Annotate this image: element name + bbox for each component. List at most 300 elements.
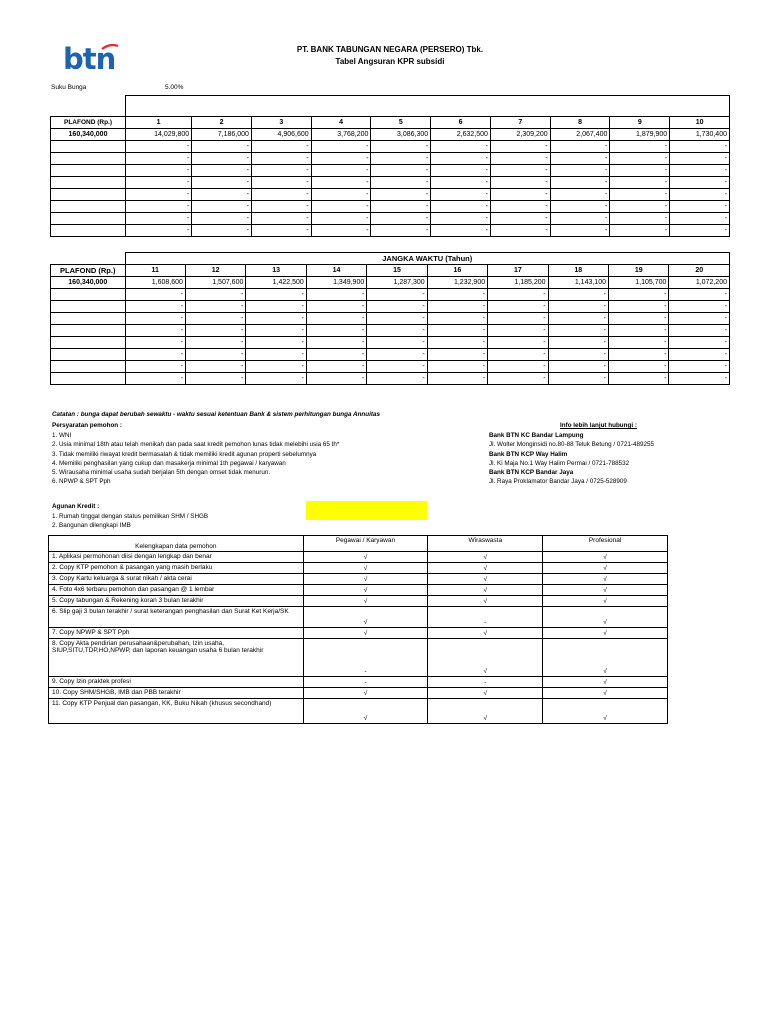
year-header: 6 <box>431 117 491 129</box>
year-header: 2 <box>192 117 252 129</box>
year-header: 14 <box>306 265 366 277</box>
empty-value: - <box>126 213 192 225</box>
empty-value: - <box>427 325 487 337</box>
empty-value: - <box>125 361 185 373</box>
empty-value: - <box>488 349 548 361</box>
installment-value: 1,422,500 <box>246 277 306 289</box>
year-header: 7 <box>490 117 550 129</box>
logo-text: btn <box>63 42 116 76</box>
empty-value: - <box>669 337 730 349</box>
installment-value: 7,186,000 <box>192 129 252 141</box>
table-row <box>51 201 730 213</box>
wiraswasta-check: √ <box>428 699 543 724</box>
empty-value: - <box>371 225 431 237</box>
info-title: Info lebih lanjut hubungi : <box>560 422 637 429</box>
year-header: 10 <box>670 117 730 129</box>
empty-value: - <box>246 373 306 385</box>
empty-value: - <box>669 349 730 361</box>
list-item: Bank BTN KCP Way Halim <box>489 450 568 458</box>
empty-value: - <box>311 201 371 213</box>
table-cell <box>126 96 730 117</box>
table-row <box>49 677 668 688</box>
empty-value: - <box>306 301 366 313</box>
empty-value: - <box>185 313 245 325</box>
empty-value: - <box>490 165 550 177</box>
empty-value: - <box>609 373 669 385</box>
empty-value: - <box>367 349 427 361</box>
pegawai-check: √ <box>303 607 428 628</box>
table-row <box>51 361 730 373</box>
table-row <box>49 607 668 628</box>
empty-value: - <box>670 189 730 201</box>
empty-value: - <box>488 373 548 385</box>
empty-value: - <box>548 313 608 325</box>
empty-value: - <box>251 213 311 225</box>
empty-value: - <box>488 313 548 325</box>
empty-value: - <box>548 361 608 373</box>
empty-value: - <box>550 165 610 177</box>
plafond-header: PLAFOND (Rp.) <box>51 265 126 277</box>
empty-value: - <box>548 349 608 361</box>
year-header: 15 <box>367 265 427 277</box>
profesional-check: √ <box>543 574 668 585</box>
wiraswasta-check: √ <box>428 585 543 596</box>
pegawai-header: Pegawai / Karyawan <box>303 536 428 552</box>
installment-value: 1,730,400 <box>670 129 730 141</box>
table-row <box>51 213 730 225</box>
installment-value: 1,608,600 <box>125 277 185 289</box>
empty-value: - <box>670 141 730 153</box>
table-cell <box>51 96 126 117</box>
highlight-box <box>306 501 427 520</box>
empty-value: - <box>371 177 431 189</box>
empty-value: - <box>125 349 185 361</box>
table-cell <box>51 213 126 225</box>
empty-value: - <box>192 201 252 213</box>
empty-value: - <box>192 213 252 225</box>
year-header: 17 <box>488 265 548 277</box>
wiraswasta-check: √ <box>428 552 543 563</box>
jangka-waktu-header: JANGKA WAKTU (Tahun) <box>125 253 730 265</box>
empty-value: - <box>251 165 311 177</box>
empty-value: - <box>548 325 608 337</box>
table-cell <box>51 177 126 189</box>
empty-value: - <box>427 337 487 349</box>
profesional-check: √ <box>543 628 668 639</box>
empty-value: - <box>367 361 427 373</box>
btn-logo <box>63 44 123 78</box>
table-row <box>51 129 730 141</box>
list-item: 1. WNI <box>52 432 72 439</box>
table-spacer-row <box>51 96 730 117</box>
empty-value: - <box>185 349 245 361</box>
table-row <box>51 165 730 177</box>
wiraswasta-check: √ <box>428 596 543 607</box>
empty-value: - <box>371 201 431 213</box>
empty-value: - <box>670 213 730 225</box>
year-header: 3 <box>251 117 311 129</box>
table-cell <box>51 153 126 165</box>
profesional-check: √ <box>543 596 668 607</box>
table-cell <box>51 141 126 153</box>
installment-value: 2,632,500 <box>431 129 491 141</box>
empty-value: - <box>311 177 371 189</box>
table-row <box>51 373 730 385</box>
empty-value: - <box>609 289 669 301</box>
empty-value: - <box>126 153 192 165</box>
plafond-header: PLAFOND (Rp.) <box>51 117 126 129</box>
year-header: 16 <box>427 265 487 277</box>
pegawai-check: √ <box>303 563 428 574</box>
empty-value: - <box>126 141 192 153</box>
profesional-check: √ <box>543 699 668 724</box>
installment-value: 1,105,700 <box>609 277 669 289</box>
requirement-label: 4. Foto 4x6 terbaru pemohon dan pasangan @ 1 lembar <box>49 585 304 596</box>
empty-value: - <box>185 337 245 349</box>
installment-value: 1,507,600 <box>185 277 245 289</box>
empty-value: - <box>548 373 608 385</box>
empty-value: - <box>548 289 608 301</box>
empty-value: - <box>246 289 306 301</box>
wiraswasta-check: - <box>428 607 543 628</box>
rate-label: Suku Bunga <box>51 84 87 91</box>
empty-value: - <box>670 165 730 177</box>
year-header: 11 <box>125 265 185 277</box>
table-cell <box>51 301 126 313</box>
empty-value: - <box>126 177 192 189</box>
empty-value: - <box>192 189 252 201</box>
empty-value: - <box>125 325 185 337</box>
installment-value: 1,349,900 <box>306 277 366 289</box>
empty-value: - <box>609 313 669 325</box>
table-header-row <box>49 536 668 552</box>
installment-value: 1,072,200 <box>669 277 730 289</box>
installment-value: 1,143,100 <box>548 277 608 289</box>
table-row <box>51 289 730 301</box>
empty-value: - <box>371 165 431 177</box>
wiraswasta-check: - <box>428 677 543 688</box>
profesional-header: Profesional <box>543 536 668 552</box>
empty-value: - <box>550 153 610 165</box>
requirement-label: 3. Copy Kartu keluarga & surat nikah / akta cerai <box>49 574 304 585</box>
year-header: 20 <box>669 265 730 277</box>
empty-value: - <box>669 373 730 385</box>
empty-value: - <box>610 225 670 237</box>
year-header: 4 <box>311 117 371 129</box>
table-row <box>51 141 730 153</box>
profesional-check: √ <box>543 607 668 628</box>
empty-value: - <box>610 201 670 213</box>
table-cell <box>51 253 126 265</box>
empty-value: - <box>306 337 366 349</box>
empty-value: - <box>306 313 366 325</box>
empty-value: - <box>431 165 491 177</box>
empty-value: - <box>431 201 491 213</box>
empty-value: - <box>311 213 371 225</box>
empty-value: - <box>490 225 550 237</box>
requirement-label: 8. Copy Akta pendirian perusahaan&perubahan, Izin usaha, SIUP,SITU,TDP,HO,NPWP, dan laporan keuangan usaha 6 bulan terakhir <box>49 639 304 677</box>
empty-value: - <box>610 189 670 201</box>
wiraswasta-check: √ <box>428 574 543 585</box>
plafond-value: 160,340,000 <box>51 277 126 289</box>
agunan-list <box>52 512 208 531</box>
requirement-label: 2. Copy KTP pemohon & pasangan yang masih berlaku <box>49 563 304 574</box>
empty-value: - <box>490 189 550 201</box>
wiraswasta-check: √ <box>428 628 543 639</box>
kelengkapan-table <box>48 535 668 724</box>
table-row <box>51 277 730 289</box>
empty-value: - <box>488 337 548 349</box>
empty-value: - <box>550 225 610 237</box>
table-cell <box>51 373 126 385</box>
empty-value: - <box>550 201 610 213</box>
empty-value: - <box>306 373 366 385</box>
empty-value: - <box>185 361 245 373</box>
empty-value: - <box>371 153 431 165</box>
installment-value: 1,185,200 <box>488 277 548 289</box>
empty-value: - <box>669 289 730 301</box>
installment-value: 2,067,400 <box>550 129 610 141</box>
empty-value: - <box>431 177 491 189</box>
empty-value: - <box>669 325 730 337</box>
empty-value: - <box>669 301 730 313</box>
requirement-label: 10. Copy SHM/SHGB, IMB dan PBB terakhir <box>49 688 304 699</box>
requirement-label: 11. Copy KTP Penjual dan pasangan, KK, Buku Nikah (khusus secondhand) <box>49 699 304 724</box>
empty-value: - <box>306 325 366 337</box>
empty-value: - <box>550 141 610 153</box>
empty-value: - <box>367 289 427 301</box>
empty-value: - <box>371 189 431 201</box>
requirement-label: 5. Copy tabungan & Rekening koran 3 bulan terakhir <box>49 596 304 607</box>
list-item: 4. Memiliki penghasilan yang cukup dan masakerja minimal 1th pegawai / karyawan <box>52 459 286 467</box>
plafond-value: 160,340,000 <box>51 129 126 141</box>
catatan-note: Catatan : bunga dapat berubah sewaktu - waktu sesuai ketentuan Bank & sistem perhitungan bunga Annuitas <box>52 411 380 418</box>
table-cell <box>51 225 126 237</box>
table-row <box>49 574 668 585</box>
table-row <box>51 225 730 237</box>
list-item: 3. Tidak memiliki riwayat kredit bermasalah & tidak memiliki kredit agunan properti sebelumnya <box>52 450 317 458</box>
empty-value: - <box>246 337 306 349</box>
empty-value: - <box>550 213 610 225</box>
profesional-check: √ <box>543 688 668 699</box>
empty-value: - <box>427 361 487 373</box>
empty-value: - <box>126 189 192 201</box>
table-row <box>49 552 668 563</box>
empty-value: - <box>670 201 730 213</box>
pegawai-check: √ <box>303 574 428 585</box>
year-header: 19 <box>609 265 669 277</box>
logo-swoosh-icon <box>101 44 119 50</box>
table-cell <box>51 361 126 373</box>
empty-value: - <box>371 213 431 225</box>
list-item: 2. Bangunan dilengkapi IMB <box>52 522 131 530</box>
empty-value: - <box>311 165 371 177</box>
empty-value: - <box>669 361 730 373</box>
rate-value: 5.00% <box>165 84 184 91</box>
table-cell <box>51 289 126 301</box>
pegawai-check: √ <box>303 628 428 639</box>
empty-value: - <box>125 313 185 325</box>
requirement-label: 7. Copy NPWP & SPT Pph <box>49 628 304 639</box>
requirement-label: 1. Aplikasi permohonan diisi dengan lengkap dan benar <box>49 552 304 563</box>
info-list <box>489 431 739 487</box>
empty-value: - <box>550 177 610 189</box>
empty-value: - <box>306 361 366 373</box>
table-header-row <box>51 265 730 277</box>
empty-value: - <box>311 141 371 153</box>
empty-value: - <box>251 153 311 165</box>
empty-value: - <box>125 337 185 349</box>
empty-value: - <box>306 349 366 361</box>
empty-value: - <box>431 225 491 237</box>
empty-value: - <box>610 165 670 177</box>
requirement-label: 6. Slip gaji 3 bulan terakhir / surat keterangan penghasilan dan Surat Ket Kerja/SK <box>49 607 304 628</box>
pegawai-check: √ <box>303 699 428 724</box>
empty-value: - <box>610 177 670 189</box>
profesional-check: √ <box>543 639 668 677</box>
installment-value: 3,768,200 <box>311 129 371 141</box>
page-subtitle: Tabel Angsuran KPR subsidi <box>335 57 445 66</box>
empty-value: - <box>367 373 427 385</box>
table-header-row <box>51 253 730 265</box>
empty-value: - <box>550 189 610 201</box>
profesional-check: √ <box>543 677 668 688</box>
empty-value: - <box>367 313 427 325</box>
empty-value: - <box>126 225 192 237</box>
installment-value: 14,029,800 <box>126 129 192 141</box>
pegawai-check: √ <box>303 596 428 607</box>
empty-value: - <box>610 153 670 165</box>
empty-value: - <box>192 153 252 165</box>
empty-value: - <box>548 301 608 313</box>
empty-value: - <box>548 337 608 349</box>
table-row <box>49 596 668 607</box>
empty-value: - <box>669 313 730 325</box>
table-cell <box>51 337 126 349</box>
pegawai-check: - <box>303 677 428 688</box>
wiraswasta-check: √ <box>428 639 543 677</box>
empty-value: - <box>311 225 371 237</box>
empty-value: - <box>246 301 306 313</box>
table-row <box>49 585 668 596</box>
table-row <box>49 628 668 639</box>
list-item: Bank BTN KCP Bandar Jaya <box>489 469 574 477</box>
empty-value: - <box>185 301 245 313</box>
empty-value: - <box>609 301 669 313</box>
installment-value: 1,879,900 <box>610 129 670 141</box>
empty-value: - <box>490 201 550 213</box>
empty-value: - <box>311 153 371 165</box>
empty-value: - <box>192 225 252 237</box>
empty-value: - <box>431 153 491 165</box>
wiraswasta-header: Wiraswasta <box>428 536 543 552</box>
list-item: 5. Wirausaha minimal usaha sudah berjalan 5th dengan omset tidak menurun. <box>52 469 271 477</box>
persyaratan-title: Persyaratan pemohon : <box>52 422 122 429</box>
empty-value: - <box>185 373 245 385</box>
table-row <box>51 313 730 325</box>
empty-value: - <box>609 337 669 349</box>
pegawai-check: √ <box>303 585 428 596</box>
table-cell <box>51 313 126 325</box>
list-item: 1. Rumah tinggal dengan status pemilikan SHM / SHGB <box>52 513 209 520</box>
empty-value: - <box>427 289 487 301</box>
empty-value: - <box>306 289 366 301</box>
empty-value: - <box>610 141 670 153</box>
empty-value: - <box>431 213 491 225</box>
empty-value: - <box>367 337 427 349</box>
year-header: 12 <box>185 265 245 277</box>
empty-value: - <box>427 373 487 385</box>
empty-value: - <box>185 325 245 337</box>
empty-value: - <box>670 225 730 237</box>
table-row <box>49 639 668 677</box>
list-item: Bank BTN KC Bandar Lampung <box>489 432 584 439</box>
empty-value: - <box>609 325 669 337</box>
profesional-check: √ <box>543 585 668 596</box>
empty-value: - <box>246 313 306 325</box>
empty-value: - <box>246 361 306 373</box>
table-row <box>49 563 668 574</box>
empty-value: - <box>246 325 306 337</box>
table-row <box>51 177 730 189</box>
table-row <box>51 153 730 165</box>
table-cell <box>51 349 126 361</box>
empty-value: - <box>251 201 311 213</box>
installment-table-1 <box>50 95 730 237</box>
empty-value: - <box>311 189 371 201</box>
empty-value: - <box>251 141 311 153</box>
installment-value: 1,232,900 <box>427 277 487 289</box>
table-row <box>49 688 668 699</box>
profesional-check: √ <box>543 552 668 563</box>
empty-value: - <box>185 289 245 301</box>
empty-value: - <box>609 361 669 373</box>
empty-value: - <box>670 153 730 165</box>
empty-value: - <box>427 313 487 325</box>
list-item: Jl. Raya Proklamator Bandar Jaya / 0725-528909 <box>489 478 627 486</box>
agunan-title: Agunan Kredit : <box>52 503 100 510</box>
list-item: 6. NPWP & SPT Pph <box>52 478 111 486</box>
empty-value: - <box>192 165 252 177</box>
empty-value: - <box>246 349 306 361</box>
empty-value: - <box>125 289 185 301</box>
empty-value: - <box>192 177 252 189</box>
empty-value: - <box>367 325 427 337</box>
pegawai-check: √ <box>303 688 428 699</box>
profesional-check: √ <box>543 563 668 574</box>
empty-value: - <box>367 301 427 313</box>
year-header: 18 <box>548 265 608 277</box>
empty-value: - <box>670 177 730 189</box>
table-row <box>51 189 730 201</box>
year-header: 1 <box>126 117 192 129</box>
wiraswasta-check: √ <box>428 563 543 574</box>
wiraswasta-check: √ <box>428 688 543 699</box>
empty-value: - <box>251 225 311 237</box>
table-row <box>51 301 730 313</box>
kelengkapan-header: Kelengkapan data pemohon <box>49 536 304 552</box>
installment-value: 2,309,200 <box>490 129 550 141</box>
empty-value: - <box>192 141 252 153</box>
empty-value: - <box>251 189 311 201</box>
empty-value: - <box>431 141 491 153</box>
empty-value: - <box>126 165 192 177</box>
table-row <box>51 325 730 337</box>
list-item: Jl. Wolter Monginsidi no.80-88 Teluk Betung / 0721-489255 <box>489 441 654 449</box>
requirement-label: 9. Copy Izin praktek profesi <box>49 677 304 688</box>
installment-value: 3,086,300 <box>371 129 431 141</box>
list-item: Jl. Ki Maja No.1 Way Halim Permai / 0721-788532 <box>489 459 630 467</box>
